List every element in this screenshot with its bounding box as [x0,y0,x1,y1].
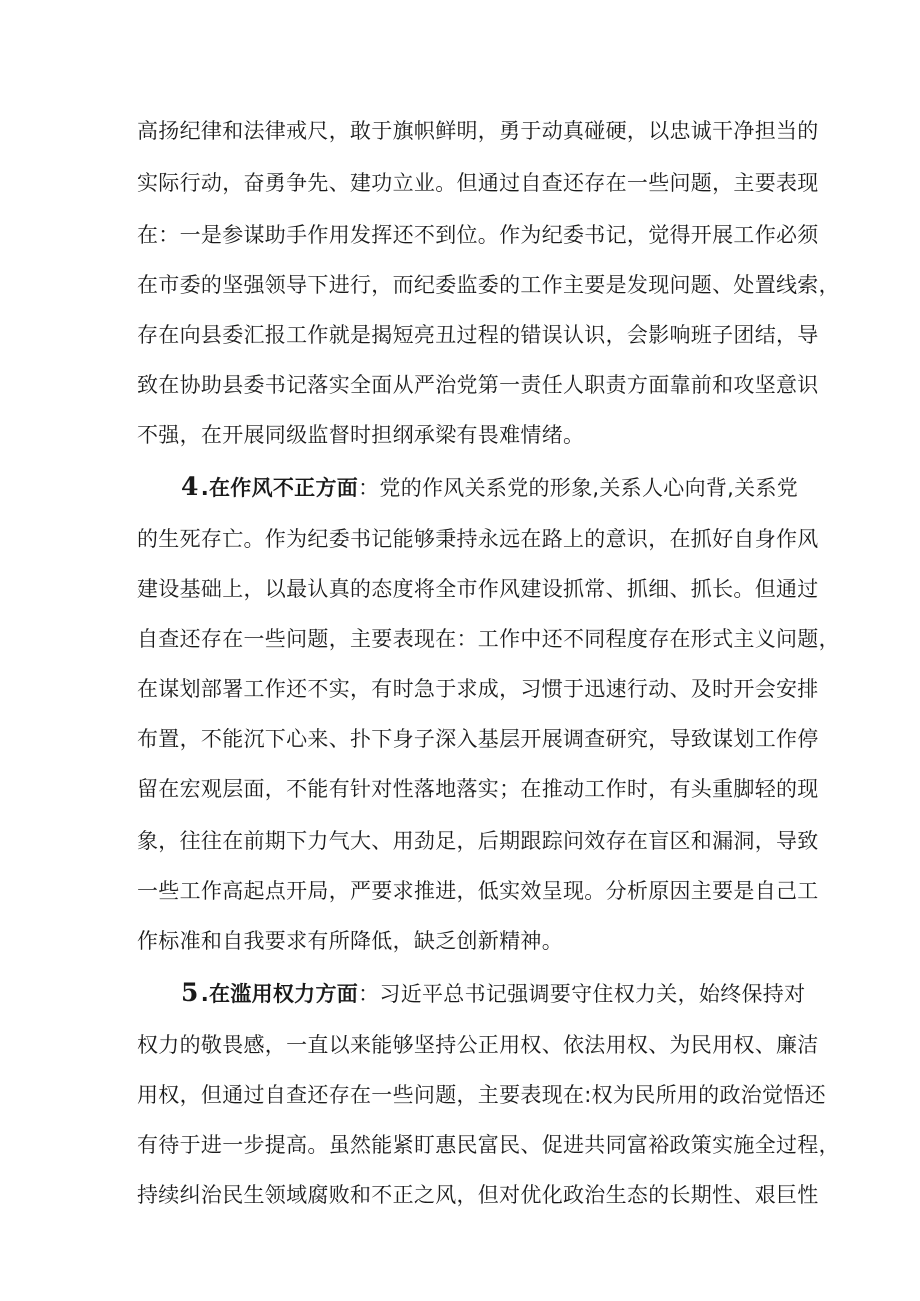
section-5-heading: .在滥用权力方面 [200,982,359,1006]
section-4-line-4: 在谋划部署工作还不实，有时急于求成，习惯于迅速行动、及时开会安排 [137,677,819,701]
paragraph-1-line-1: 高扬纪律和法律戒尺，敢于旗帜鲜明，勇于动真碰硬，以忠诚干净担当的 [137,119,819,143]
paragraph-1-line-4: 在市委的坚强领导下进行，而纪委监委的工作主要是发现问题、处置线索， [137,273,840,297]
section-4-number: 4 [181,472,199,501]
section-4-line-9: 作标准和自我要求有所降低，缺乏创新精神。 [137,929,563,953]
section-4-line-6: 留在宏观层面，不能有针对性落地落实；在推动工作时，有头重脚轻的现 [137,777,819,801]
section-4-line-1: 的生死存亡。作为纪委书记能够秉持永远在路上的意识，在抓好自身作风 [137,527,819,551]
section-5-number: 5 [181,978,199,1007]
section-4-line-2: 建设基础上，以最认真的态度将全市作风建设抓常、抓细、抓长。但通过 [137,577,819,601]
section-4-intro: ：党的作风关系党的形象,关系人心向背,关系党 [358,476,799,500]
section-5-intro: ：习近平总书记强调要守住权力关，始终保持对 [358,982,806,1006]
section-5-line-4: 持续纠治民生领域腐败和不正之风，但对优化政治生态的长期性、艰巨性 [137,1183,819,1207]
section-5-line-1: 权力的敬畏感，一直以来能够坚持公正用权、依法用权、为民用权、廉洁 [137,1033,819,1057]
section-5-heading-line [181,978,805,1008]
section-4-heading-line [181,472,798,502]
section-4-heading: .在作风不正方面 [200,476,359,500]
section-4-line-3: 自查还存在一些问题，主要表现在：工作中还不同程度存在形式主义问题， [137,627,840,651]
paragraph-1-line-6: 致在协助县委书记落实全面从严治党第一责任人职责方面靠前和攻坚意识 [137,373,819,397]
section-4-line-5: 布置，不能沉下心来、扑下身子深入基层开展调查研究，导致谋划工作停 [137,727,819,751]
section-5-line-2: 用权，但通过自查还存在一些问题，主要表现在:权为民所用的政治觉悟还 [137,1083,826,1107]
section-4-line-8: 一些工作高起点开局，严要求推进，低实效呈现。分析原因主要是自己工 [137,879,819,903]
paragraph-1-line-5: 存在向县委汇报工作就是揭短亮丑过程的错误认识，会影响班子团结，导 [137,323,819,347]
section-5-line-3: 有待于进一步提高。虽然能紧盯惠民富民、促进共同富裕政策实施全过程， [137,1133,840,1157]
section-4-line-7: 象，往往在前期下力气大、用劲足，后期跟踪问效存在盲区和漏洞，导致 [137,829,819,853]
paragraph-1-line-3: 在：一是参谋助手作用发挥还不到位。作为纪委书记，觉得开展工作必须 [137,223,819,247]
paragraph-1-line-7: 不强，在开展同级监督时担纲承梁有畏难情绪。 [137,423,585,447]
paragraph-1-line-2: 实际行动，奋勇争先、建功立业。但通过自查还存在一些问题，主要表现 [137,171,819,195]
